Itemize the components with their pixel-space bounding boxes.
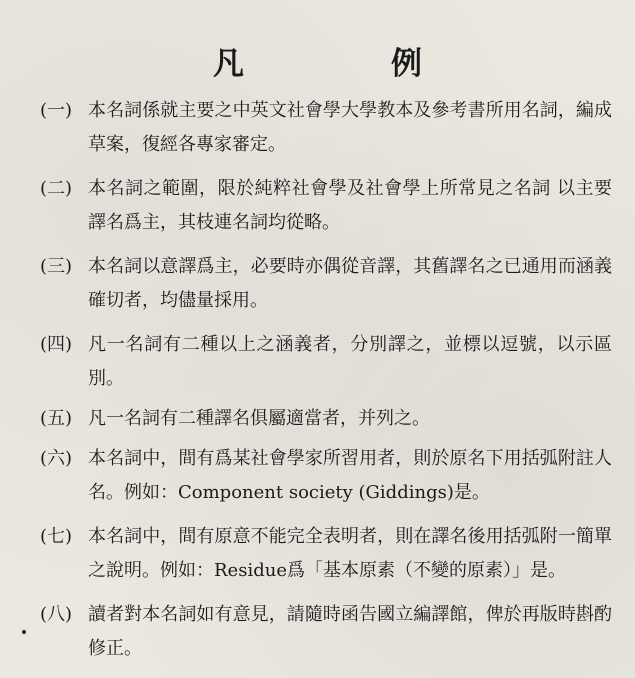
item-number: (五) xyxy=(40,408,73,429)
item-text: 本名詞以意譯爲主，必要時亦偶從音譯，其舊譯名之已通用而涵義確切者，均儘量採用。 xyxy=(88,256,612,311)
rules-list xyxy=(40,94,612,676)
list-item xyxy=(40,442,612,510)
item-number: (八) xyxy=(40,604,73,625)
list-item xyxy=(40,172,612,240)
item-number: (三) xyxy=(40,256,73,277)
item-number: (二) xyxy=(40,178,73,199)
list-item xyxy=(40,520,612,588)
item-number: (一) xyxy=(40,100,73,121)
page-title: 凡 例 xyxy=(213,46,480,82)
item-text: 本名詞中，間有原意不能完全表明者，則在譯名後用括弧附一簡單之說明。例如：Residue爲「基本原素（不變的原素）」是。 xyxy=(88,526,612,581)
list-item xyxy=(40,328,612,396)
item-text: 本名詞係就主要之中英文社會學大學教本及參考書所用名詞，編成草案，復經各專家審定。 xyxy=(88,100,612,155)
item-number: (六) xyxy=(40,448,73,469)
item-text: 本名詞中，間有爲某社會學家所習用者，則於原名下用括弧附註人名。例如：Component society (Giddings)是。 xyxy=(88,448,612,503)
list-item xyxy=(40,402,612,436)
item-number: (四) xyxy=(40,334,73,355)
item-text: 讀者對本名詞如有意見，請隨時函告國立編譯館，俾於再版時斟酌修正。 xyxy=(88,604,612,659)
ink-dot xyxy=(22,630,26,634)
list-item xyxy=(40,94,612,162)
item-text: 凡一名詞有二種譯名俱屬適當者，并列之。 xyxy=(88,408,430,429)
item-text: 本名詞之範圍，限於純粹社會學及社會學上所常見之名詞 以主要譯名爲主，其枝連名詞均從略。 xyxy=(88,178,612,233)
item-number: (七) xyxy=(40,526,73,547)
list-item xyxy=(40,598,612,666)
item-text: 凡一名詞有二種以上之涵義者，分別譯之，並標以逗號，以示區別。 xyxy=(88,334,612,389)
list-item xyxy=(40,250,612,318)
